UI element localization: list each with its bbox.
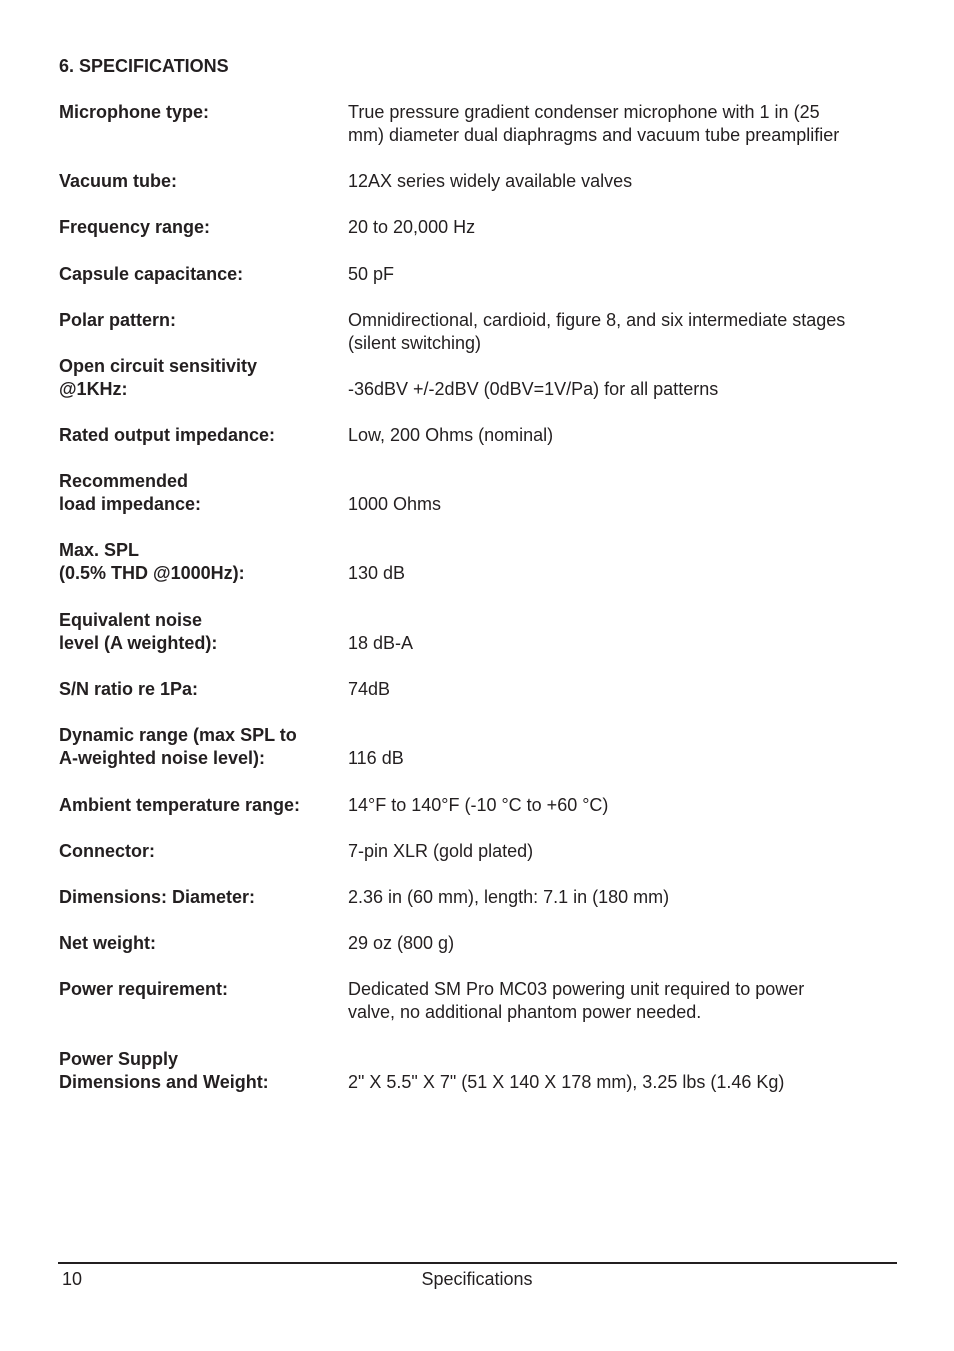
- spec-label: Polar pattern:: [59, 310, 177, 330]
- spec-value: 14°F to 140°F (-10 °C to +60 °C): [348, 795, 609, 815]
- spec-label: Vacuum tube:: [59, 171, 178, 191]
- spec-label: Power requirement:: [59, 979, 229, 999]
- spec-value: 20 to 20,000 Hz: [348, 217, 476, 237]
- spec-value: 116 dB: [348, 748, 404, 769]
- spec-value: 29 oz (800 g): [348, 933, 455, 953]
- spec-label: Net weight:: [59, 933, 156, 953]
- spec-label: S/N ratio re 1Pa:: [59, 679, 199, 699]
- spec-label: Dynamic range (max SPL to A-weighted noise level):: [59, 725, 297, 769]
- spec-label: Frequency range:: [59, 217, 211, 237]
- spec-label: Max. SPL (0.5% THD @1000Hz):: [59, 540, 245, 584]
- spec-label: Power Supply Dimensions and Weight:: [59, 1049, 269, 1093]
- spec-label: Connector:: [59, 841, 155, 861]
- spec-value: Dedicated SM Pro MC03 powering unit required to power valve, no additional phantom power needed.: [348, 979, 805, 1023]
- spec-label: Open circuit sensitivity @1KHz:: [59, 356, 258, 400]
- spec-label: Capsule capacitance:: [59, 264, 244, 284]
- spec-value: 18 dB-A: [348, 633, 414, 654]
- spec-value: True pressure gradient condenser microphone with 1 in (25 mm) diameter dual diaphragms and vacuum tube preamplifier: [348, 102, 840, 146]
- spec-value: 2" X 5.5" X 7" (51 X 140 X 178 mm), 3.25 lbs (1.46 Kg): [348, 1072, 785, 1093]
- page-number: 10: [62, 1269, 83, 1289]
- spec-label: Recommended load impedance:: [59, 471, 202, 515]
- spec-value: 12AX series widely available valves: [348, 171, 633, 191]
- spec-value: 74dB: [348, 679, 391, 699]
- footer-divider: [58, 1262, 897, 1264]
- spec-value: Low, 200 Ohms (nominal): [348, 425, 554, 445]
- spec-value: Omnidirectional, cardioid, figure 8, and six intermediate stages (silent switching): [348, 310, 846, 354]
- spec-value: 2.36 in (60 mm), length: 7.1 in (180 mm): [348, 887, 670, 907]
- spec-label: Dimensions: Diameter:: [59, 887, 256, 907]
- spec-value: 130 dB: [348, 563, 406, 584]
- spec-value: 7-pin XLR (gold plated): [348, 841, 534, 861]
- spec-label: Equivalent noise level (A weighted):: [59, 610, 218, 654]
- page-title: 6. SPECIFICATIONS: [59, 56, 229, 76]
- footer-section-title: Specifications: [421, 1269, 533, 1289]
- spec-value: 1000 Ohms: [348, 494, 442, 515]
- spec-label: Microphone type:: [59, 102, 210, 122]
- spec-label: Ambient temperature range:: [59, 795, 301, 815]
- spec-value: -36dBV +/-2dBV (0dBV=1V/Pa) for all patterns: [348, 379, 719, 400]
- spec-label: Rated output impedance:: [59, 425, 276, 445]
- spec-value: 50 pF: [348, 264, 395, 284]
